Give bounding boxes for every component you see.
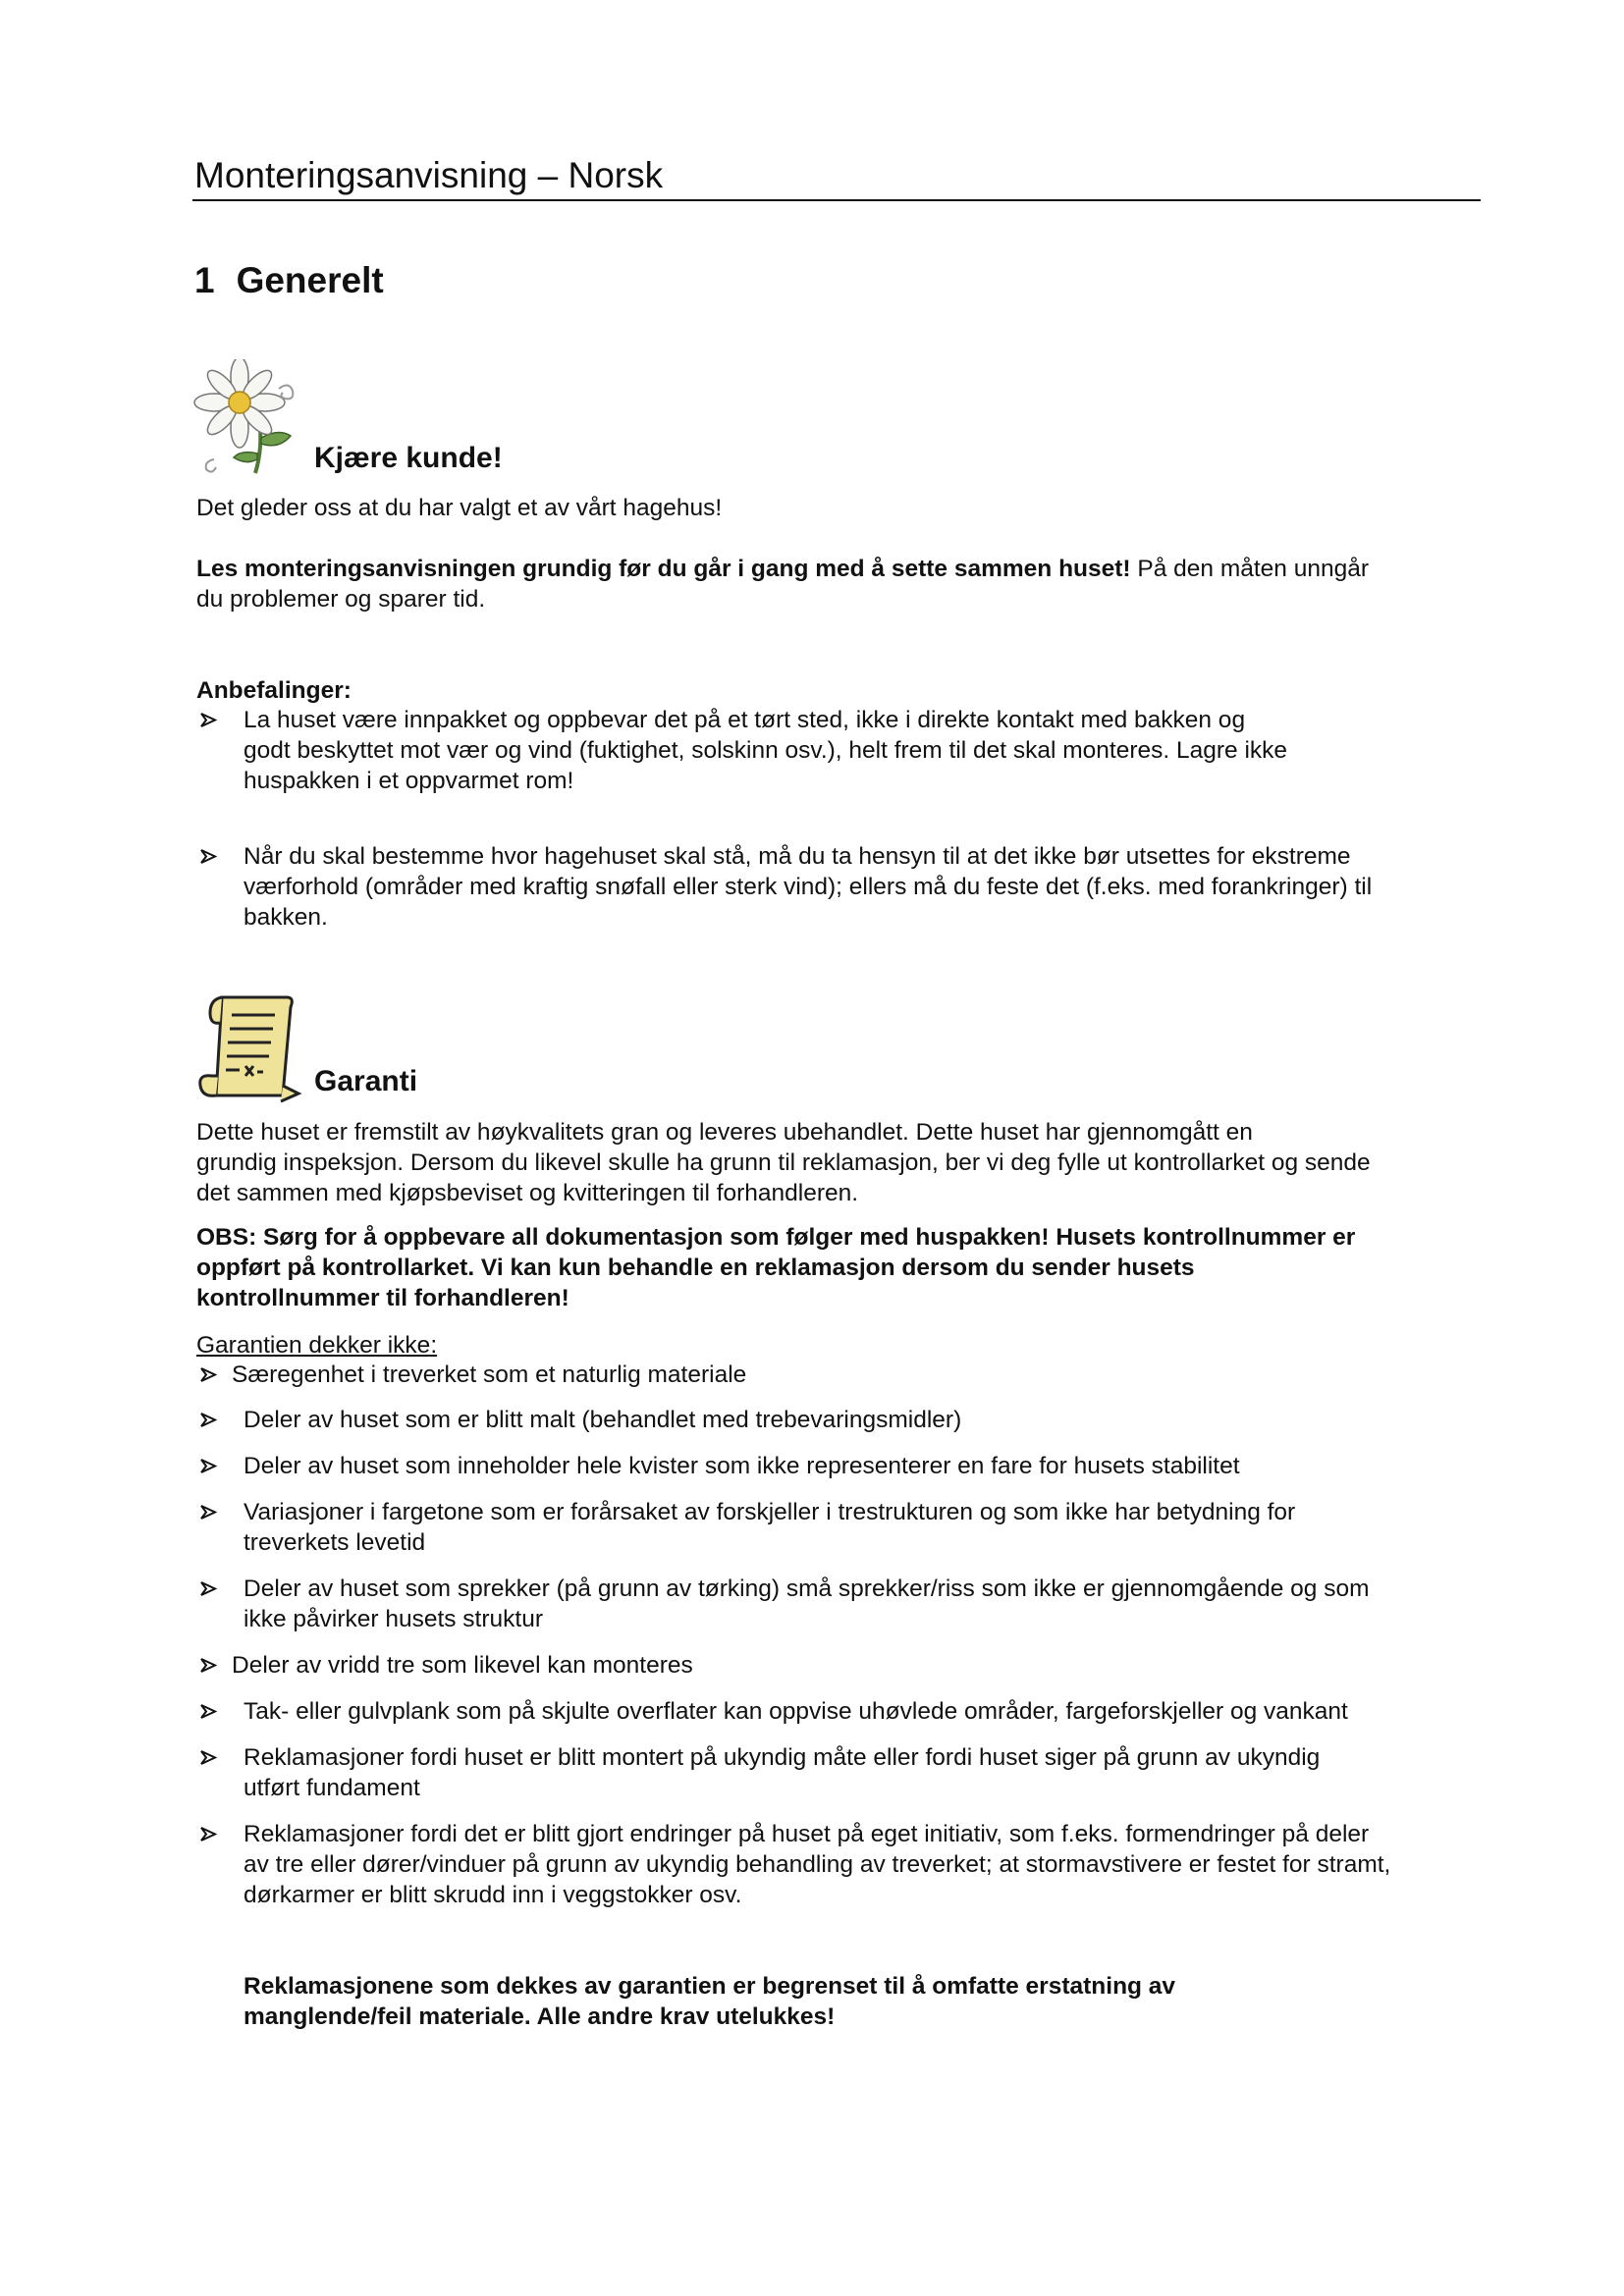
list-item-line: Tak- eller gulvplank som på skjulte overflater kan oppvise uhøvlede områder, fargeforskjeller og vankant: [244, 1698, 1348, 1725]
list-item-line: av tre eller dører/vinduer på grunn av ukyndig behandling av treverket; at stormavstivere er festet for stramt,: [244, 1851, 1391, 1878]
obs-note-line: oppført på kontrollarket. Vi kan kun behandle en reklamasjon dersom du sender husets: [196, 1255, 1195, 1281]
section-title: Generelt: [236, 260, 384, 300]
list-item-line: Deler av huset som er blitt malt (behandlet med trebevaringsmidler): [244, 1407, 962, 1433]
section-heading: [194, 260, 384, 301]
arrow-bullet-icon: [198, 1819, 220, 1849]
warranty-paragraph-line: det sammen med kjøpsbeviset og kvitteringen til forhandleren.: [196, 1180, 859, 1206]
warranty-paragraph-line: Dette huset er fremstilt av høykvalitets gran og leveres ubehandlet. Dette huset har gjennomgått en: [196, 1119, 1253, 1146]
header-divider: [192, 199, 1481, 201]
list-item-line: Særegenhet i treverket som et naturlig materiale: [232, 1362, 747, 1388]
list-item-line: ikke påvirker husets struktur: [244, 1606, 543, 1632]
warranty-heading: Garanti: [314, 1065, 418, 1097]
list-item-line: bakken.: [244, 904, 328, 931]
section-number: 1: [194, 260, 215, 300]
read-instructions-bold: Les monteringsanvisningen grundig før du går i gang med å sette sammen huset!: [196, 556, 1131, 582]
flower-icon: [192, 359, 300, 475]
not-covered-title: Garantien dekker ikke:: [196, 1332, 438, 1359]
arrow-bullet-icon: [198, 1405, 220, 1435]
arrow-bullet-icon: [198, 1451, 220, 1481]
arrow-bullet-icon: [198, 1574, 220, 1604]
arrow-bullet-icon: [198, 1742, 220, 1773]
list-item-line: huspakken i et oppvarmet rom!: [244, 768, 574, 794]
read-instructions-line2: du problemer og sparer tid.: [196, 586, 486, 613]
warranty-paragraph-line: grundig inspeksjon. Dersom du likevel skulle ha grunn til reklamasjon, ber vi deg fylle ut kontrollarket og sende: [196, 1149, 1371, 1176]
document-header-title: Monteringsanvisning – Norsk: [194, 155, 664, 195]
document-icon: [192, 991, 302, 1105]
arrow-bullet-icon: [198, 1696, 220, 1727]
warranty-paragraph: [196, 1117, 1371, 1208]
obs-note-line: kontrollnummer til forhandleren!: [196, 1285, 569, 1311]
list-item-line: Deler av vridd tre som likevel kan monteres: [232, 1652, 693, 1679]
list-item-line: Når du skal bestemme hvor hagehuset skal stå, må du ta hensyn til at det ikke bør utsettes for ekstreme: [244, 843, 1351, 870]
list-item-line: Variasjoner i fargetone som er forårsaket av forskjeller i trestrukturen og som ikke har betydning for: [244, 1499, 1296, 1525]
arrow-bullet-icon: [198, 1650, 220, 1681]
arrow-bullet-icon: [198, 1497, 220, 1527]
list-item-line: Deler av huset som inneholder hele kvister som ikke representerer en fare for husets stabilitet: [244, 1453, 1240, 1479]
list-item-line: treverkets levetid: [244, 1529, 426, 1556]
arrow-bullet-icon: [198, 705, 220, 735]
list-item-line: Reklamasjoner fordi det er blitt gjort endringer på huset på eget initiativ, som f.eks. formendringer på deler: [244, 1821, 1370, 1847]
list-item-line: utført fundament: [244, 1775, 420, 1801]
list-item-line: Deler av huset som sprekker (på grunn av tørking) små sprekker/riss som ikke er gjennomgående og som: [244, 1575, 1370, 1602]
obs-note-line: OBS: Sørg for å oppbevare all dokumentasjon som følger med huspakken! Husets kontrollnummer er: [196, 1224, 1356, 1251]
greeting-heading: Kjære kunde!: [314, 442, 503, 474]
read-instructions-rest: På den måten unngår: [1130, 556, 1370, 582]
closing-note-line: Reklamasjonene som dekkes av garantien er begrenset til å omfatte erstatning av: [244, 1973, 1176, 2000]
read-instructions-line1: [196, 554, 1369, 584]
arrow-bullet-icon: [198, 841, 220, 872]
arrow-bullet-icon: [198, 1360, 220, 1390]
closing-note-line: manglende/feil materiale. Alle andre krav utelukkes!: [244, 2003, 836, 2030]
greeting-intro: Det gleder oss at du har valgt et av vårt hagehus!: [196, 495, 723, 521]
recommendations-title: Anbefalinger:: [196, 677, 352, 704]
list-item-line: Reklamasjoner fordi huset er blitt montert på ukyndig måte eller fordi huset siger på grunn av ukyndig: [244, 1744, 1321, 1771]
warranty-closing-note: [244, 1971, 1175, 2032]
list-item-line: værforhold (områder med kraftig snøfall eller sterk vind); ellers må du feste det (f.eks. med forankringer) til: [244, 874, 1373, 900]
list-item-line: La huset være innpakket og oppbevar det på et tørt sted, ikke i direkte kontakt med bakken og: [244, 707, 1246, 733]
list-item-line: godt beskyttet mot vær og vind (fuktighet, solskinn osv.), helt frem til det skal monteres. Lagre ikke: [244, 737, 1288, 764]
list-item-line: dørkarmer er blitt skrudd inn i veggstokker osv.: [244, 1882, 742, 1908]
warranty-obs-note: [196, 1222, 1355, 1313]
